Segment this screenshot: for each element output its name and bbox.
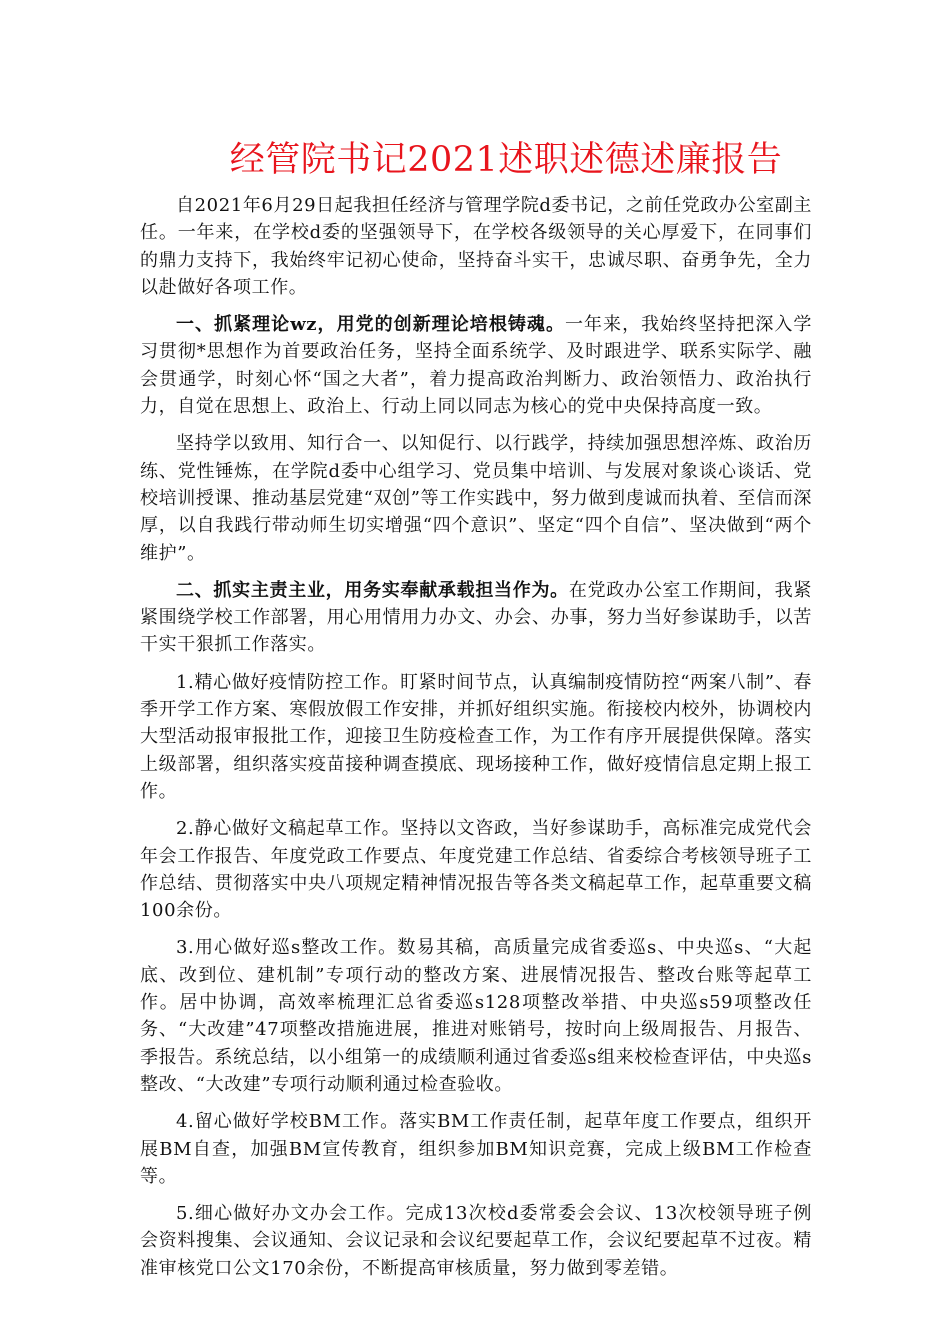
- item-1-paragraph: 1.精心做好疫情防控工作。盯紧时间节点，认真编制疫情防控“两案八制”、春季开学工作方案、寒假放假工作安排，并抓好组织实施。衔接校内校外，协调校内大型活动报审报批工作，迎接卫生防疫检查工作，为工作有序开展提供保障。落实上级部署，组织落实疫苗接种调查摸底、现场接种工作，做好疫情信息定期上报工作。: [140, 671, 812, 802]
- practice-paragraph: 坚持学以致用、知行合一、以知促行、以行践学，持续加强思想淬炼、政治历练、党性锤炼，在学院d委中心组学习、党员集中培训、与发展对象谈心谈话、党校培训授课、推动基层党建“双创”等工作实践中，努力做到虔诚而执着、至信而深厚，以自我践行带动师生切实增强“四个意识”、坚定“四个自信”、坚决做到“两个维护”。: [140, 433, 812, 564]
- section-1-heading: 一、抓紧理论wz，用党的创新理论培根铸魂。: [176, 314, 565, 336]
- section-1-paragraph: [140, 311, 812, 420]
- document-page: [140, 138, 812, 1292]
- section-2-body: 在党政办公室工作期间，我紧紧围绕学校工作部署，用心用情用力办文、办会、办事，努力当好参谋助手，以苦干实干狠抓工作落实。: [140, 579, 812, 656]
- section-1-body: 一年来，我始终坚持把深入学习贯彻*思想作为首要政治任务，坚持全面系统学、及时跟进学、联系实际学、融会贯通学，时刻心怀“国之大者”，着力提高政治判断力、政治领悟力、政治执行力，自觉在思想上、政治上、行动上同以同志为核心的党中央保持高度一致。: [140, 314, 812, 418]
- item-3-paragraph: 3.用心做好巡s整改工作。数易其稿，高质量完成省委巡s、中央巡s、“大起底、改到位、建机制”专项行动的整改方案、进展情况报告、整改台账等起草工作。居中协调，高效率梳理汇总省委巡s128项整改举措、中央巡s59项整改任务、“大改建”47项整改措施进展，推进对账销号，按时向上级周报告、月报告、季报告。系统总结，以小组第一的成绩顺利通过省委巡s组来校检查评估，中央巡s整改、“大改建”专项行动顺利通过检查验收。: [140, 937, 812, 1095]
- item-5-paragraph: 5.细心做好办文办会工作。完成13次校d委常委会会议、13次校领导班子例会资料搜集、会议通知、会议记录和会议纪要起草工作，会议纪要起草不过夜。精准审核党口公文170余份，不断提高审核质量，努力做到零差错。: [140, 1203, 812, 1279]
- item-2-paragraph: 2.静心做好文稿起草工作。坚持以文咨政，当好参谋助手，高标准完成党代会年会工作报告、年度党政工作要点、年度党建工作总结、省委综合考核领导班子工作总结、贯彻落实中央八项规定精神情况报告等各类文稿起草工作，起草重要文稿100余份。: [140, 818, 812, 922]
- section-2-heading: 二、抓实主责主业，用务实奉献承载担当作为。: [176, 579, 569, 601]
- document-title: 经管院书记2021述职述德述廉报告: [229, 140, 783, 180]
- item-4-paragraph: 4.留心做好学校BM工作。落实BM工作责任制，起草年度工作要点，组织开展BM自查，加强BM宣传教育，组织参加BM知识竞赛，完成上级BM工作检查等。: [140, 1111, 812, 1187]
- intro-paragraph: 自2021年6月29日起我担任经济与管理学院d委书记，之前任党政办公室副主任。一年来，在学校d委的坚强领导下，在学校各级领导的关心厚爱下，在同事们的鼎力支持下，我始终牢记初心使命，坚持奋斗实干，忠诚尽职、奋勇争先，全力以赴做好各项工作。: [140, 195, 812, 298]
- section-2-paragraph: [140, 577, 812, 659]
